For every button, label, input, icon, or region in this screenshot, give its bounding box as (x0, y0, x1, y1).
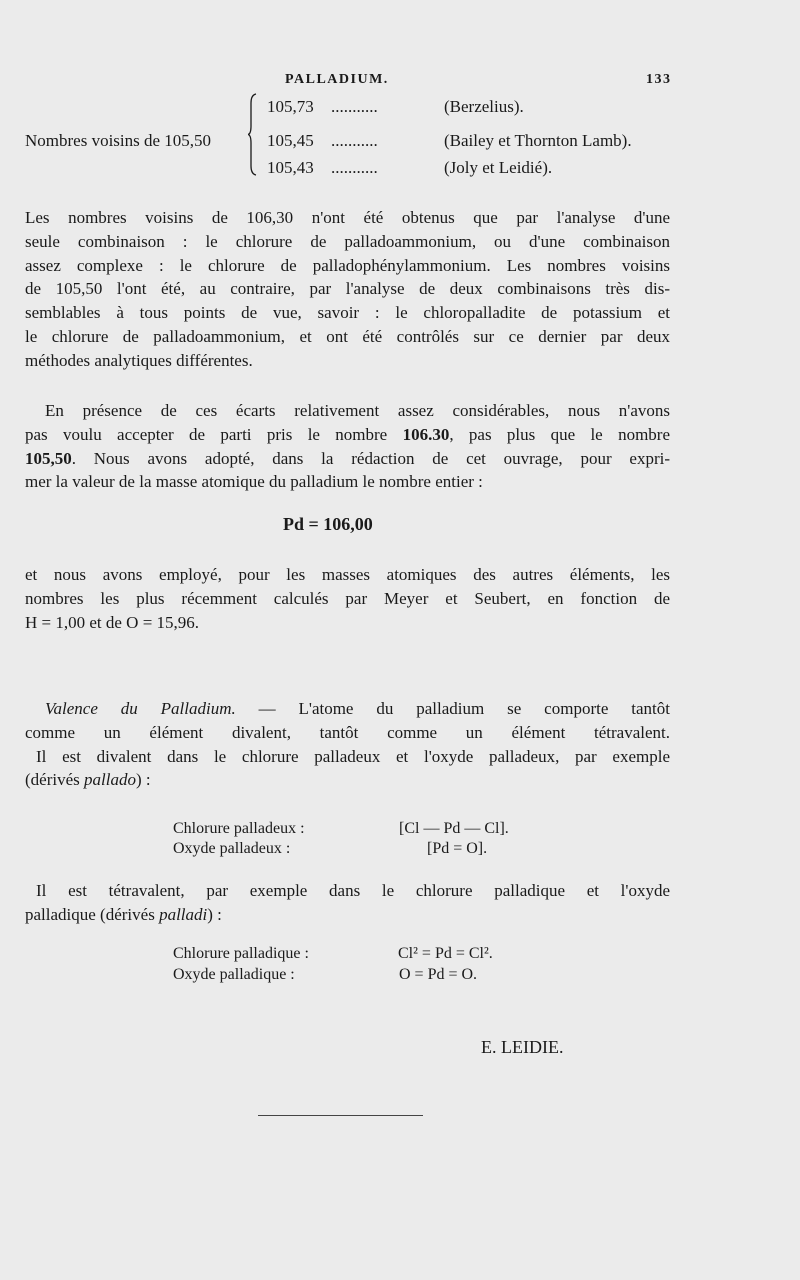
text-line: mer la valeur de la masse atomique du palladium le nombre entier : (25, 472, 483, 492)
highlighted-number: 105,50 (25, 448, 72, 468)
running-title: PALLADIUM. (285, 72, 389, 87)
text-line: Les nombres voisins de 106,30 n'ont été obtenus que par l'analyse d'une (25, 208, 670, 227)
chemical-formula: Cl² = Pd = Cl². (398, 945, 493, 962)
text-line: Il est tétravalent, par exemple dans le chlorure palladique et l'oxyde (36, 881, 670, 900)
compound-name: Chlorure palladeux : (173, 820, 305, 837)
text-line: et nous avons employé, pour les masses atomiques des autres éléments, les (25, 565, 670, 584)
text-line: pas voulu accepter de parti pris le nombre 106.30, pas plus que le nombre (25, 424, 670, 444)
table-value: 105,43 (267, 158, 314, 177)
text-line: assez complexe : le chlorure de palladophénylammonium. Les nombres voisins (25, 255, 670, 275)
text-line: le chlorure de palladoammonium, et ont été contrôlés sur ce dernier par deux (25, 326, 670, 346)
table-dots: ........... (331, 131, 378, 150)
chemical-formula: [Pd = O]. (427, 840, 488, 857)
paragraph-atomic-values (25, 206, 670, 373)
table-source: (Joly et Leidié). (444, 158, 553, 177)
text-line: comme un élément divalent, tantôt comme un élément tétravalent. (25, 722, 670, 742)
atomic-mass-equation: Pd = 106,00 (283, 514, 373, 534)
compound-name: Oxyde palladique : (173, 966, 295, 983)
table-value: 105,73 (267, 97, 314, 116)
table-source: (Berzelius). (444, 97, 524, 116)
text-line: méthodes analytiques différentes. (25, 350, 253, 370)
brace-icon (248, 93, 257, 176)
closing-rule (258, 1115, 423, 1116)
table-dots: ........... (331, 158, 378, 177)
paragraph-tetravalent (25, 879, 670, 927)
table-source: (Bailey et Thornton Lamb). (444, 131, 632, 150)
compound-name: Oxyde palladeux : (173, 840, 291, 857)
paragraph-valence (25, 697, 670, 792)
paragraph-adopted-value (25, 399, 670, 494)
text-line: H = 1,00 et de O = 15,96. (25, 612, 200, 632)
text-line: Il est divalent dans le chlorure palladeux et l'oxyde palladeux, par exemple (36, 746, 670, 766)
chemical-formula: O = Pd = O. (399, 966, 478, 983)
text-line: palladique (dérivés palladi) : (25, 904, 222, 924)
author-signature: E. LEIDIE. (481, 1037, 564, 1057)
text-line: 105,50. Nous avons adopté, dans la rédaction de cet ouvrage, pour expri- (25, 448, 670, 468)
text-line: (dérivés pallado) : (25, 770, 151, 790)
text-line: semblables à tous points de vue, savoir : le chloropalladite de potassium et (25, 303, 670, 323)
section-title: Valence du Palladium. (45, 699, 236, 718)
compound-name: Chlorure palladique : (173, 945, 309, 962)
text-line: seule combinaison : le chlorure de palladoammonium, ou d'une combinaison (25, 231, 670, 251)
highlighted-number: 106.30 (402, 424, 450, 444)
text-line: Valence du Palladium. — L'atome du palladium se comporte tantôt (45, 699, 670, 718)
paragraph-reference-masses (25, 563, 670, 634)
text-line: En présence de ces écarts relativement assez considérables, nous n'avons (45, 401, 670, 420)
table-label: Nombres voisins de 105,50 (25, 131, 212, 150)
table-value: 105,45 (267, 131, 314, 150)
chemical-formula: [Cl — Pd — Cl]. (399, 820, 509, 837)
table-dots: ........... (331, 97, 378, 116)
text-line: de 105,50 l'ont été, au contraire, par l'analyse de deux combinaisons très dis- (25, 279, 670, 299)
text-line: nombres les plus récemment calculés par Meyer et Seubert, en fonction de (25, 588, 670, 608)
page-number: 133 (646, 72, 672, 87)
